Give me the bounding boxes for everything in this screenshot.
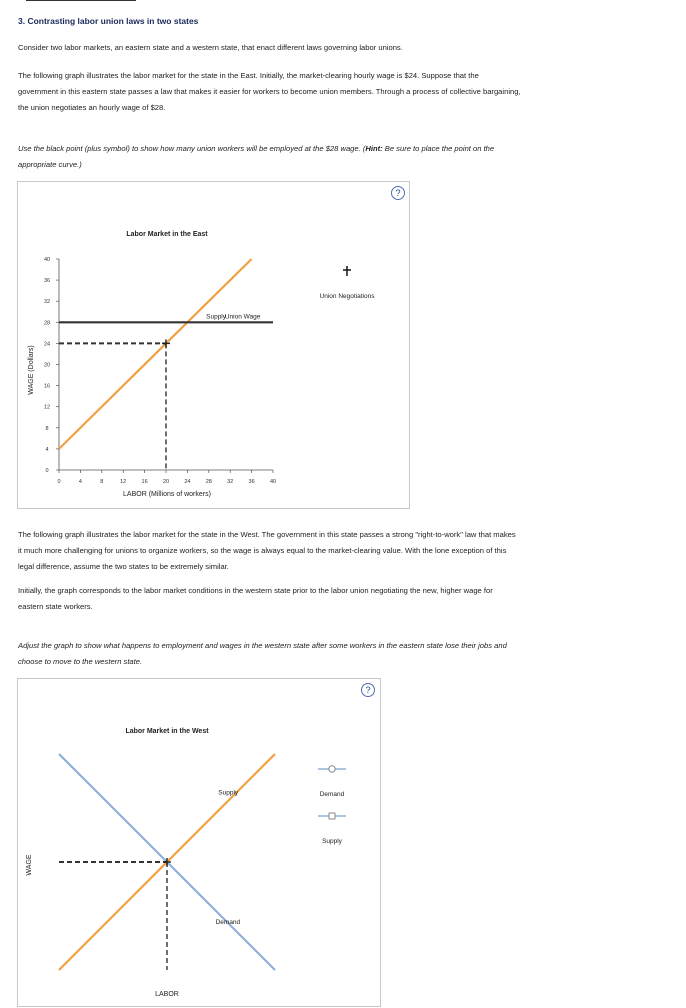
west-supply-label: Supply	[218, 789, 239, 797]
intro-text: Consider two labor markets, an eastern state and a western state, that enact different laws governing labor unions.	[18, 43, 403, 52]
east-y-tick-label: 20	[43, 362, 51, 369]
west-instruction-line: Adjust the graph to show what happens to employment and wages in the western state after some workers in the eastern state lose their jobs and	[18, 641, 507, 650]
top-divider	[26, 0, 136, 1]
east-instruction	[18, 141, 494, 173]
west-instruction	[18, 638, 507, 670]
east-x-tick-label: 8	[100, 479, 104, 485]
east-graph-panel	[17, 181, 410, 509]
east-x-tick-label: 16	[141, 479, 148, 485]
east-y-axis-label: WAGE (Dollars)	[28, 345, 35, 395]
demand-shift-tool[interactable]	[318, 766, 346, 772]
west-instruction-line: choose to move to the western state.	[18, 657, 143, 666]
east-supply-curve	[59, 259, 252, 449]
west-graph-panel	[17, 678, 381, 1007]
east-instruction-line: Use the black point (plus symbol) to show how many union workers will be employed at the $28 wage. (Hint: Be sure to place the point on the	[18, 144, 495, 153]
east-instruction-line: appropriate curve.)	[18, 160, 82, 169]
east-y-tick-label: 40	[43, 257, 51, 263]
east-y-tick-label: 12	[43, 404, 51, 411]
west-chart-title: Labor Market in the West	[125, 728, 209, 735]
help-button-west[interactable]: ?	[361, 683, 375, 697]
west-x-axis-label: LABOR	[155, 991, 179, 998]
east-y-tick-label: 16	[43, 383, 51, 390]
east-y-tick-label: 28	[43, 320, 51, 327]
east-description-line: the union negotiates an hourly wage of $28.	[18, 103, 166, 112]
east-x-tick-label: 4	[78, 479, 82, 485]
east-x-tick-label: 0	[57, 479, 61, 485]
west-description-line: it much more challenging for unions to organize workers, so the wage is always equal to the market-clearing value. With the lone exception of this	[18, 546, 507, 555]
east-x-tick-label: 28	[205, 479, 212, 485]
union-wage-label: Union Wage	[224, 313, 261, 321]
help-button-east[interactable]: ?	[391, 186, 405, 200]
west-initial-line: eastern state workers.	[18, 602, 93, 611]
union-negotiations-plus-tool[interactable]	[343, 266, 351, 276]
west-demand-label: Demand	[215, 919, 241, 927]
east-x-tick-label: 12	[120, 479, 127, 485]
west-chart[interactable]	[18, 679, 380, 1006]
west-description-line: legal difference, assume the two states to be extremely similar.	[18, 562, 229, 571]
supply-shift-tool[interactable]	[318, 813, 346, 819]
east-y-tick-label: 36	[43, 278, 51, 285]
east-chart-title: Labor Market in the East	[126, 231, 208, 238]
east-y-tick-label: 8	[45, 425, 49, 432]
demand-legend-label: Demand	[319, 791, 345, 798]
west-y-axis-label: WAGE	[26, 854, 33, 876]
east-description-line: government in this eastern state passes a law that makes it easier for workers to become union members. Through a process of collective bargaining,	[18, 87, 521, 96]
west-description	[18, 527, 516, 575]
east-y-tick-label: 24	[43, 341, 51, 348]
east-supply-label: Supply	[206, 313, 226, 321]
east-x-tick-label: 24	[184, 479, 191, 485]
supply-legend-label: Supply	[322, 838, 342, 845]
east-y-tick-label: 32	[43, 299, 51, 306]
west-initial-text	[18, 583, 493, 615]
union-negotiations-legend-label: Union Negotiations	[319, 293, 375, 300]
east-y-tick-label: 4	[45, 446, 49, 453]
east-description-line: The following graph illustrates the labor market for the state in the East. Initially, the market-clearing hourly wage is $24. Suppose that the	[18, 71, 479, 80]
question-heading: 3. Contrasting labor union laws in two states	[18, 16, 199, 26]
east-x-tick-label: 32	[227, 479, 234, 485]
east-x-tick-label: 40	[269, 479, 277, 485]
east-description	[18, 68, 521, 116]
east-x-tick-label: 36	[248, 479, 255, 485]
west-description-line: The following graph illustrates the labor market for the state in the West. The government in this state passes a strong "right-to-work" law that makes	[18, 530, 516, 539]
east-chart[interactable]	[18, 182, 409, 508]
west-initial-line: Initially, the graph corresponds to the labor market conditions in the western state prior to the labor union negotiating the new, higher wage for	[18, 586, 493, 595]
east-y-tick-label: 0	[45, 468, 49, 474]
east-x-tick-label: 20	[162, 479, 170, 485]
east-x-axis-label: LABOR (Millions of workers)	[123, 491, 211, 498]
hint-label: Hint:	[365, 144, 383, 153]
